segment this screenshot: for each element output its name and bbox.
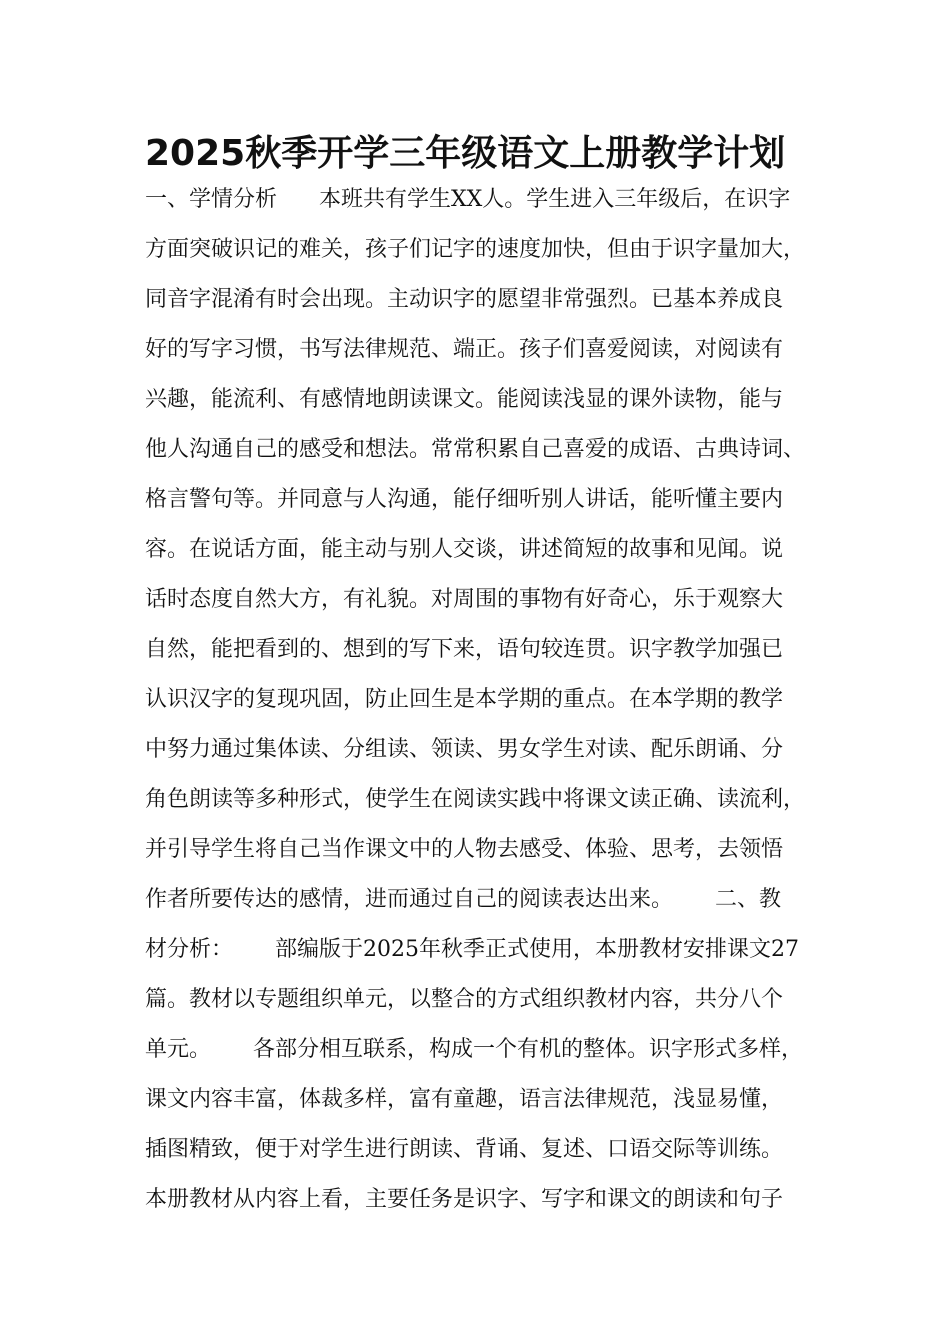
body-line: 容。在说话方面，能主动与别人交谈，讲述简短的故事和见闻。说	[145, 537, 784, 562]
body-line: 一、学情分析 本班共有学生XX人。学生进入三年级后，在识字	[145, 187, 791, 212]
body-line: 角色朗读等多种形式，使学生在阅读实践中将课文读正确、读流利，	[145, 787, 806, 812]
body-line: 课文内容丰富，体裁多样，富有童趣，语言法律规范，浅显易懂，	[145, 1087, 784, 1112]
body-line: 插图精致，便于对学生进行朗读、背诵、复述、口语交际等训练。	[145, 1137, 784, 1162]
body-line: 作者所要传达的感情，进而通过自己的阅读表达出来。 二、教	[145, 887, 781, 912]
body-line: 他人沟通自己的感受和想法。常常积累自己喜爱的成语、古典诗词、	[145, 437, 806, 462]
body-line: 话时态度自然大方，有礼貌。对周围的事物有好奇心，乐于观察大	[145, 587, 784, 612]
body-line: 本册教材从内容上看，主要任务是识字、写字和课文的朗读和句子	[145, 1187, 784, 1212]
body-line: 中努力通过集体读、分组读、领读、男女学生对读、配乐朗诵、分	[145, 737, 784, 762]
body-line: 同音字混淆有时会出现。主动识字的愿望非常强烈。已基本养成良	[145, 287, 784, 312]
document-body	[145, 182, 835, 1232]
document-title: 2025秋季开学三年级语文上册教学计划	[145, 133, 786, 174]
body-line: 兴趣，能流利、有感情地朗读课文。能阅读浅显的课外读物，能与	[145, 387, 784, 412]
body-line: 格言警句等。并同意与人沟通，能仔细听别人讲话，能听懂主要内	[145, 487, 784, 512]
body-line: 单元。 各部分相互联系，构成一个有机的整体。识字形式多样，	[145, 1037, 803, 1062]
body-line: 认识汉字的复现巩固，防止回生是本学期的重点。在本学期的教学	[145, 687, 784, 712]
body-line: 并引导学生将自己当作课文中的人物去感受、体验、思考，去领悟	[145, 837, 784, 862]
body-line: 自然，能把看到的、想到的写下来，语句较连贯。识字教学加强已	[145, 637, 784, 662]
body-line: 材分析： 部编版于2025年秋季正式使用，本册教材安排课文27	[145, 937, 799, 962]
body-line: 篇。教材以专题组织单元，以整合的方式组织教材内容，共分八个	[145, 987, 784, 1012]
body-line: 方面突破识记的难关，孩子们记字的速度加快，但由于识字量加大，	[145, 237, 806, 262]
body-line: 好的写字习惯，书写法律规范、端正。孩子们喜爱阅读，对阅读有	[145, 337, 784, 362]
